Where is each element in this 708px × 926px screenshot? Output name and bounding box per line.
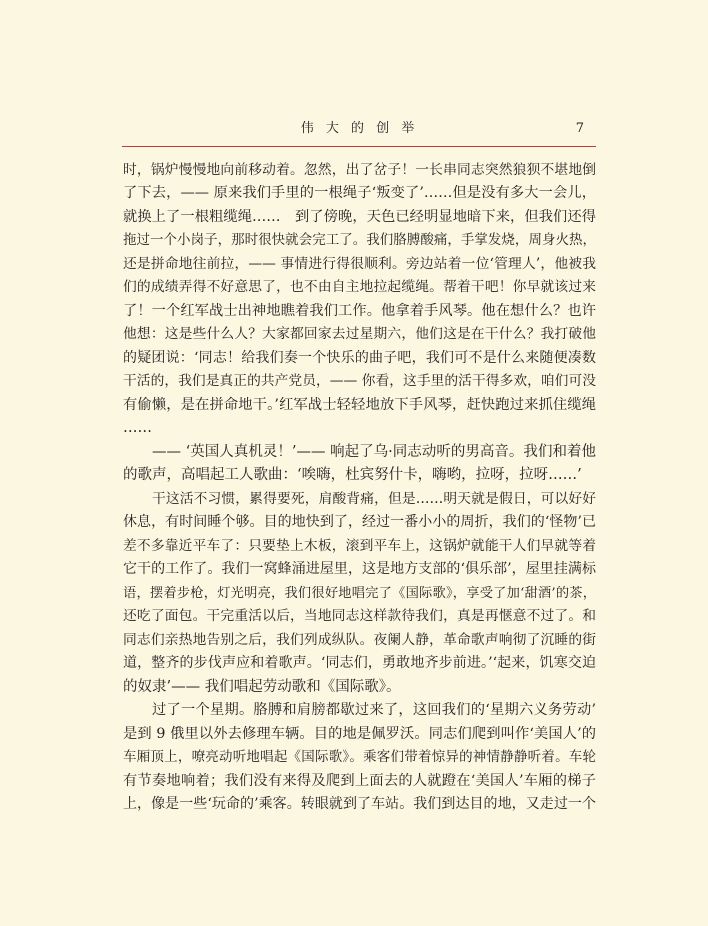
running-title: 伟 大 的 创 举 xyxy=(300,121,419,136)
text-line: 是到 9 俄里以外去修理车辆。目的地是佩罗沃。同志们爬到叫作‘美国人’的 xyxy=(123,725,596,742)
text-line: 过了一个星期。胳膊和肩膀都歇过来了，这回我们的‘星期六义务劳动’ xyxy=(152,702,596,718)
text-line: 干这活不习惯，累得要死，肩酸背痛，但是……明天就是假日，可以好好 xyxy=(152,490,596,507)
text-line: …… xyxy=(123,420,152,436)
text-line: 拖过一个小岗子，那时很快就会完工了。我们胳膊酸痛，手掌发烧，周身火热， xyxy=(123,232,596,248)
text-line: 语，摆着步枪，灯光明亮，我们很好地唱完了《国际歌》，享受了加‘甜酒’的茶， xyxy=(123,585,596,601)
text-line: 同志们亲热地告别之后，我们列成纵队。夜阑人静，革命歌声响彻了沉睡的街 xyxy=(123,631,596,648)
text-line: 有偷懒，是在拼命地干。’红军战士轻轻地放下手风琴，赶快跑过来抓住缆绳 xyxy=(123,396,596,413)
body-text xyxy=(123,159,596,817)
text-line: 的疑团说：‘同志！给我们奏一个快乐的曲子吧，我们可不是什么来随便凑数 xyxy=(123,349,596,366)
text-line: 车厢顶上，嘹亮动听地唱起《国际歌》。乘客们带着惊异的神情静静听着。车轮 xyxy=(123,749,596,765)
text-line: 道，整齐的步伐声应和着歌声。‘同志们，勇敢地齐步前进。’‘起来，饥寒交迫 xyxy=(123,655,596,671)
text-line: 时，锅炉慢慢地向前移动着。忽然，出了岔子！一长串同志突然狼狈不堪地倒 xyxy=(123,161,596,178)
text-line: 了！一个红军战士出神地瞧着我们工作。他拿着手风琴。他在想什么？也许 xyxy=(123,302,596,319)
text-line: 干活的，我们是真正的共产党员，—— 你看，这手里的活干得多欢，咱们可没 xyxy=(123,373,596,389)
text-line: 的奴隶’—— 我们唱起劳动歌和《国际歌》。 xyxy=(123,678,401,695)
text-line: 差不多靠近平车了：只要垫上木板，滚到平车上，这锅炉就能干人们早就等着 xyxy=(123,537,596,554)
text-line: 还吃了面包。干完重活以后，当地同志这样款待我们，真是再惬意不过了。和 xyxy=(123,608,596,624)
text-line: 休息，有时间睡个够。目的地快到了，经过一番小小的周折，我们的‘怪物’已 xyxy=(123,514,596,530)
text-line: 有节奏地响着；我们没有来得及爬到上面去的人就蹬在‘美国人’车厢的梯子 xyxy=(123,772,596,789)
page-header xyxy=(123,119,596,139)
text-line: 他想：这是些什么人？大家都回家去过星期六，他们这是在干什么？我打破他 xyxy=(123,326,596,342)
header-rule xyxy=(122,146,596,147)
text-line: 就换上了一根粗缆绳…… 到了傍晚，天色已经明显地暗下来，但我们还得 xyxy=(123,208,596,225)
text-line: 了下去，—— 原来我们手里的一根绳子‘叛变了’……但是没有多大一会儿， xyxy=(123,185,596,201)
text-line: 它干的工作了。我们一窝蜂涌进屋里，这是地方支部的‘俱乐部’，屋里挂满标 xyxy=(123,561,596,577)
text-line: 还是拼命地往前拉，—— 事情进行得很顺利。旁边站着一位‘管理人’，他被我 xyxy=(123,255,596,272)
text-line: 上，像是一些‘玩命的’乘客。转眼就到了车站。我们到达目的地，又走过一个 xyxy=(123,796,596,812)
text-line: 的歌声，高唱起工人歌曲：‘唉嗨，杜宾努什卡，嗨哟，拉呀，拉呀……’ xyxy=(123,467,582,483)
page-number: 7 xyxy=(575,121,584,136)
text-line: 们的成绩弄得不好意思了，也不由自主地拉起缆绳。帮着干吧！你早就该过来 xyxy=(123,279,596,295)
text-line: —— ‘英国人真机灵！’—— 响起了乌·同志动听的男高音。我们和着他 xyxy=(152,443,596,460)
